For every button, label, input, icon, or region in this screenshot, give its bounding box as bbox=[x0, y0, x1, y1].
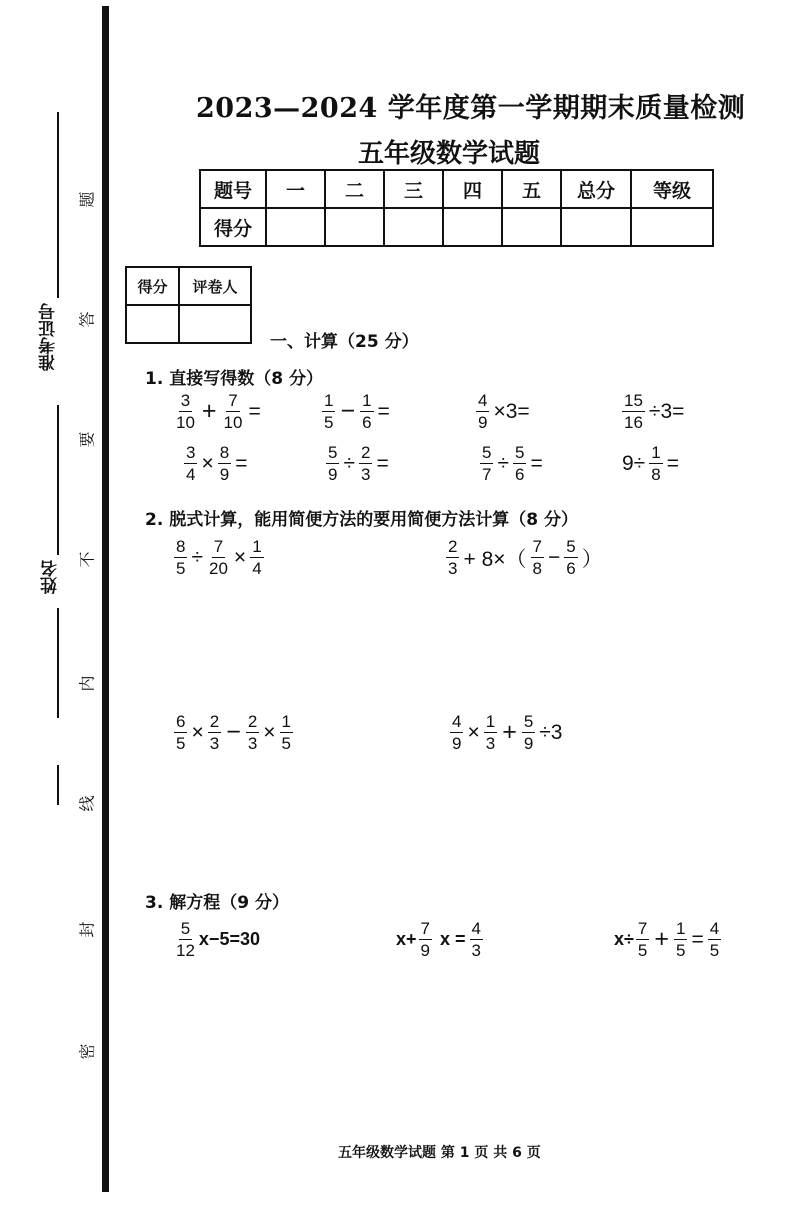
q3-equation: x÷ $\frac{7}{5}$ + $\frac{1}{5}$ = $\frac{4}{5}$ bbox=[614, 919, 720, 960]
seal-char: 线 bbox=[77, 795, 97, 812]
score-input-cell[interactable] bbox=[443, 208, 502, 246]
seal-char: 封 bbox=[77, 921, 97, 938]
seal-char: 不 bbox=[77, 551, 97, 568]
exam-id-label: 准考证号 bbox=[39, 303, 59, 371]
q2-expression: $\frac{2}{3}$ + 8×（ $\frac{7}{8}$ − $\frac{5}{6}$ ） bbox=[448, 537, 603, 578]
q1-item: 9÷ $\frac{1}{8}$ = bbox=[622, 443, 679, 484]
score-input-cell[interactable] bbox=[561, 208, 631, 246]
score-input-cell[interactable] bbox=[325, 208, 384, 246]
grader-name-label: 评卷人 bbox=[179, 267, 251, 305]
score-table-header-row bbox=[200, 170, 713, 208]
q1-title: 1. 直接写得数（8 分） bbox=[145, 369, 323, 389]
binding-line bbox=[102, 6, 109, 1192]
exam-id-underline bbox=[57, 112, 59, 298]
name-underline bbox=[57, 405, 59, 555]
score-input-cell[interactable] bbox=[502, 208, 561, 246]
name-label: 姓名 bbox=[41, 560, 61, 594]
score-header-cell: 五 bbox=[502, 170, 561, 208]
q1-item: $\frac{15}{16}$ ÷3= bbox=[624, 391, 685, 432]
score-row-label: 得分 bbox=[200, 208, 266, 246]
grader-score-cell[interactable] bbox=[126, 305, 179, 343]
q2-expression: $\frac{8}{5}$ ÷ $\frac{7}{20}$ × $\frac{1}{4}$ bbox=[176, 537, 262, 578]
q1-item: $\frac{1}{5}$ − $\frac{1}{6}$ = bbox=[324, 391, 390, 432]
page-subtitle: 五年级数学试题 bbox=[358, 139, 541, 169]
score-header-cell: 四 bbox=[443, 170, 502, 208]
score-input-cell[interactable] bbox=[384, 208, 443, 246]
score-header-cell: 三 bbox=[384, 170, 443, 208]
score-table-score-row bbox=[200, 208, 713, 246]
seal-char: 要 bbox=[77, 431, 97, 448]
q1-item: $\frac{5}{9}$ ÷ $\frac{2}{3}$ = bbox=[328, 443, 389, 484]
q3-title: 3. 解方程（9 分） bbox=[145, 893, 289, 913]
page-title: 2023—2024 学年度第一学期期末质量检测 bbox=[196, 93, 746, 124]
score-input-cell[interactable] bbox=[266, 208, 325, 246]
seal-char: 内 bbox=[77, 675, 97, 692]
q2-expression: $\frac{4}{9}$ × $\frac{1}{3}$ + $\frac{5}{9}$ ÷3 bbox=[452, 712, 563, 753]
q1-item: $\frac{5}{7}$ ÷ $\frac{5}{6}$ = bbox=[482, 443, 543, 484]
score-header-cell: 等级 bbox=[631, 170, 713, 208]
extra-underline bbox=[57, 765, 59, 805]
q3-equation: x+ $\frac{7}{9}$ x = $\frac{4}{3}$ bbox=[396, 919, 481, 960]
q3-equation: $\frac{5}{12}$ x−5=30 bbox=[176, 919, 260, 960]
grader-name-cell[interactable] bbox=[179, 305, 251, 343]
score-header-cell: 总分 bbox=[561, 170, 631, 208]
q1-item: $\frac{3}{10}$ + $\frac{7}{10}$ = bbox=[176, 391, 261, 432]
q1-item: $\frac{4}{9}$ ×3= bbox=[478, 391, 530, 432]
score-header-cell: 一 bbox=[266, 170, 325, 208]
q2-title: 2. 脱式计算，能用简便方法的要用简便方法计算（8 分） bbox=[145, 510, 578, 530]
seal-char: 题 bbox=[77, 191, 97, 208]
section1-title: 一、计算（25 分） bbox=[270, 332, 419, 352]
grader-score-label: 得分 bbox=[126, 267, 179, 305]
grader-box bbox=[125, 266, 252, 344]
page-footer: 五年级数学试题 第 1 页 共 6 页 bbox=[338, 1145, 541, 1161]
score-header-cell: 题号 bbox=[200, 170, 266, 208]
q1-item: $\frac{3}{4}$ × $\frac{8}{9}$ = bbox=[186, 443, 248, 484]
name-underline-lower bbox=[57, 608, 59, 718]
q2-expression: $\frac{6}{5}$ × $\frac{2}{3}$ − $\frac{2}{3}$ × $\frac{1}{5}$ bbox=[176, 712, 292, 753]
seal-char: 密 bbox=[77, 1043, 97, 1060]
score-input-cell[interactable] bbox=[631, 208, 713, 246]
seal-char: 答 bbox=[77, 311, 97, 328]
score-table bbox=[199, 169, 714, 247]
score-header-cell: 二 bbox=[325, 170, 384, 208]
